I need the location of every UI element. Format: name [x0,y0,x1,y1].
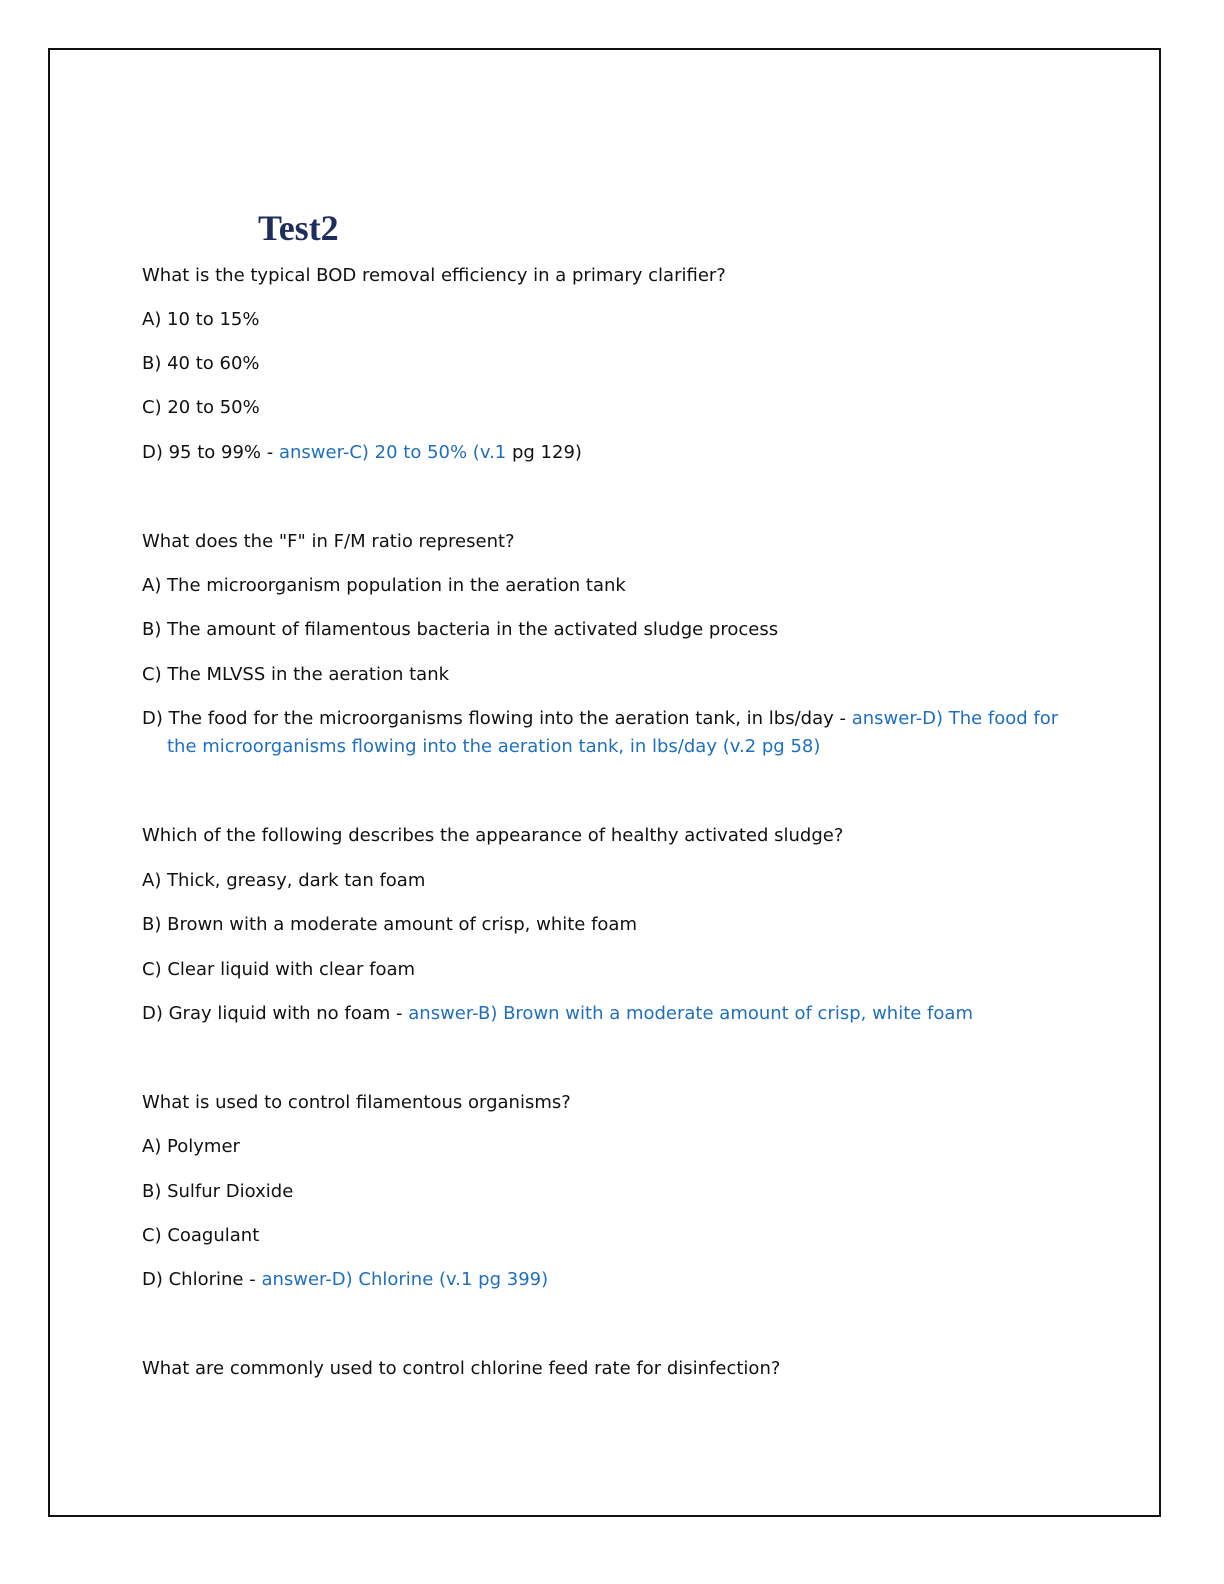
answer-text: answer-B) Brown with a moderate amount of crisp, white foam [408,1003,973,1024]
option-d [142,1000,973,1028]
answer-separator: - [833,708,852,729]
option-d [142,705,1087,761]
option-a: A) 10 to 15% [142,309,260,330]
question-text: What are commonly used to control chlorine feed rate for disinfection? [142,1358,781,1379]
option-a: A) The microorganism population in the aeration tank [142,575,626,596]
answer-suffix: pg 129) [506,442,582,463]
answer-separator: - [390,1003,409,1024]
question-text: Which of the following describes the appearance of healthy activated sludge? [142,825,844,846]
option-c: C) The MLVSS in the aeration tank [142,664,450,685]
option-b: B) The amount of filamentous bacteria in the activated sludge process [142,619,779,640]
option-c: C) 20 to 50% [142,397,260,418]
option-b: B) 40 to 60% [142,353,260,374]
answer-text: answer-D) Chlorine (v.1 pg 399) [261,1269,549,1290]
option-d-text: D) 95 to 99% [142,442,262,463]
option-a: A) Thick, greasy, dark tan foam [142,870,426,891]
question-text: What does the "F" in F/M ratio represent? [142,531,515,552]
option-d [142,439,582,467]
answer-text: answer-C) 20 to 50% (v.1 [278,442,507,463]
option-c: C) Coagulant [142,1225,260,1246]
question-text: What is used to control filamentous organisms? [142,1092,571,1113]
option-d-text: D) The food for the microorganisms flowing into the aeration tank, in lbs/day [142,708,834,729]
page-title: Test2 [258,208,339,248]
option-b: B) Brown with a moderate amount of crisp, white foam [142,914,637,935]
option-d-text: D) Gray liquid with no foam [142,1003,391,1024]
option-d [142,1266,548,1294]
option-a: A) Polymer [142,1136,240,1157]
answer-separator: - [243,1269,262,1290]
option-d-text: D) Chlorine [142,1269,244,1290]
answer-separator: - [261,442,279,463]
answer-text: answer-D) The food for the microorganisms flowing into the aeration tank, in lbs/day (v.2 pg 58) [167,708,1059,757]
question-text: What is the typical BOD removal efficiency in a primary clarifier? [142,265,726,286]
option-c: C) Clear liquid with clear foam [142,959,416,980]
option-b: B) Sulfur Dioxide [142,1181,294,1202]
